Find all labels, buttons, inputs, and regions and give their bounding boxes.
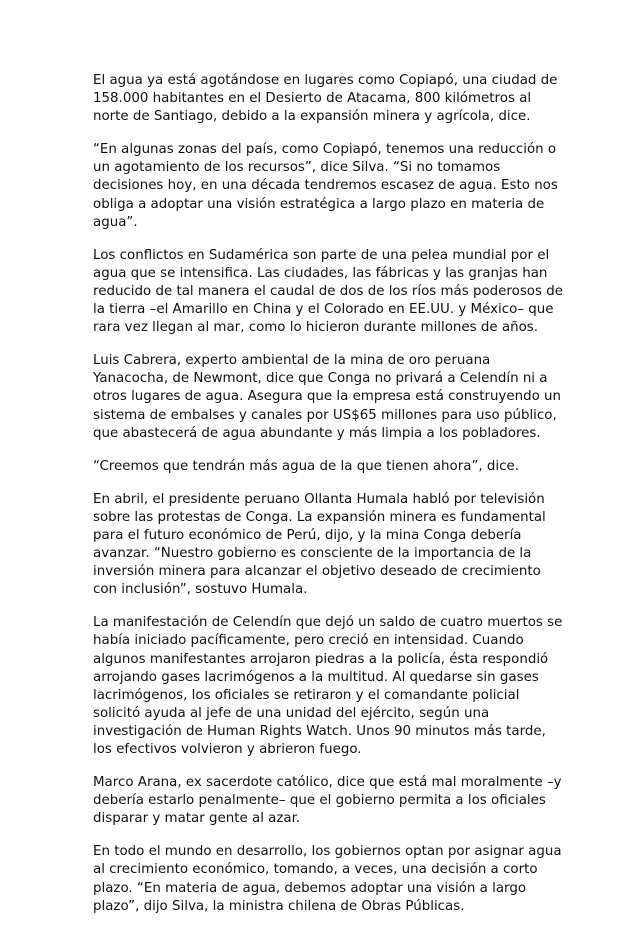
paragraph-7: La manifestación de Celendín que dejó un saldo de cuatro muertos se había iniciado pacíficamente, pero creció en intensidad. Cuando algunos manifestantes arrojaron piedras a la policía, ésta respondió arrojando gases lacrimógenos a la multitud. Al quedarse sin gases lacrimógenos, los oficiales se retiraron y el comandante policial solicitó ayuda al jefe de una unidad del ejército, según una investigación de Human Rights Watch. Unos 90 minutos más tarde, los efectivos volvieron y abrieron fuego.: [93, 615, 563, 757]
paragraph-1: El agua ya está agotándose en lugares como Copiapó, una ciudad de 158.000 habitantes en el Desierto de Atacama, 800 kilómetros al norte de Santiago, debido a la expansión minera y agrícola, dice.: [93, 73, 558, 125]
paragraph-5: “Creemos que tendrán más agua de la que tienen ahora”, dice.: [93, 458, 519, 474]
paragraph-4: Luis Cabrera, experto ambiental de la mina de oro peruana Yanacocha, de Newmont, dice que Conga no privará a Celendín ni a otros lugares de agua. Asegura que la empresa está construyendo un sistema de embalses y canales por US$65 millones para uso público, que abastecerá de agua abundante y más limpia a los pobladores.: [93, 353, 562, 441]
paragraph-2: “En algunas zonas del país, como Copiapó, tenemos una reducción o un agotamiento de los recursos”, dice Silva. “Si no tomamos decisiones hoy, en una década tendremos escasez de agua. Esto nos obliga a adoptar una visión estratégica a largo plazo en materia de agua”.: [93, 142, 558, 230]
article-body: [93, 72, 563, 931]
paragraph-6: En abril, el presidente peruano Ollanta Humala habló por televisión sobre las protestas de Conga. La expansión minera es fundamental para el futuro económico de Perú, dijo, y la mina Conga debería avanzar. “Nuestro gobierno es consciente de la importancia de la inversión minera para alcanzar el objetivo deseado de crecimiento con inclusión”, sostuvo Humala.: [93, 491, 546, 598]
paragraph-3: Los conflictos en Sudamérica son parte de una pelea mundial por el agua que se intensifica. Las ciudades, las fábricas y las granjas han reducido de tal manera el caudal de dos de los ríos más poderosos de la tierra –el Amarillo en China y el Colorado en EE.UU. y México– que rara vez llegan al mar, como lo hicieron durante millones de años.: [93, 247, 563, 336]
paragraph-8: Marco Arana, ex sacerdote católico, dice que está mal moralmente –y debería estarlo penalmente– que el gobierno permita a los oficiales disparar y matar gente al azar.: [93, 775, 562, 827]
paragraph-9: En todo el mundo en desarrollo, los gobiernos optan por asignar agua al crecimiento económico, tomando, a veces, una decisión a corto plazo. “En materia de agua, debemos adoptar una visión a largo plazo”, dijo Silva, la ministra chilena de Obras Públicas.: [93, 844, 562, 914]
